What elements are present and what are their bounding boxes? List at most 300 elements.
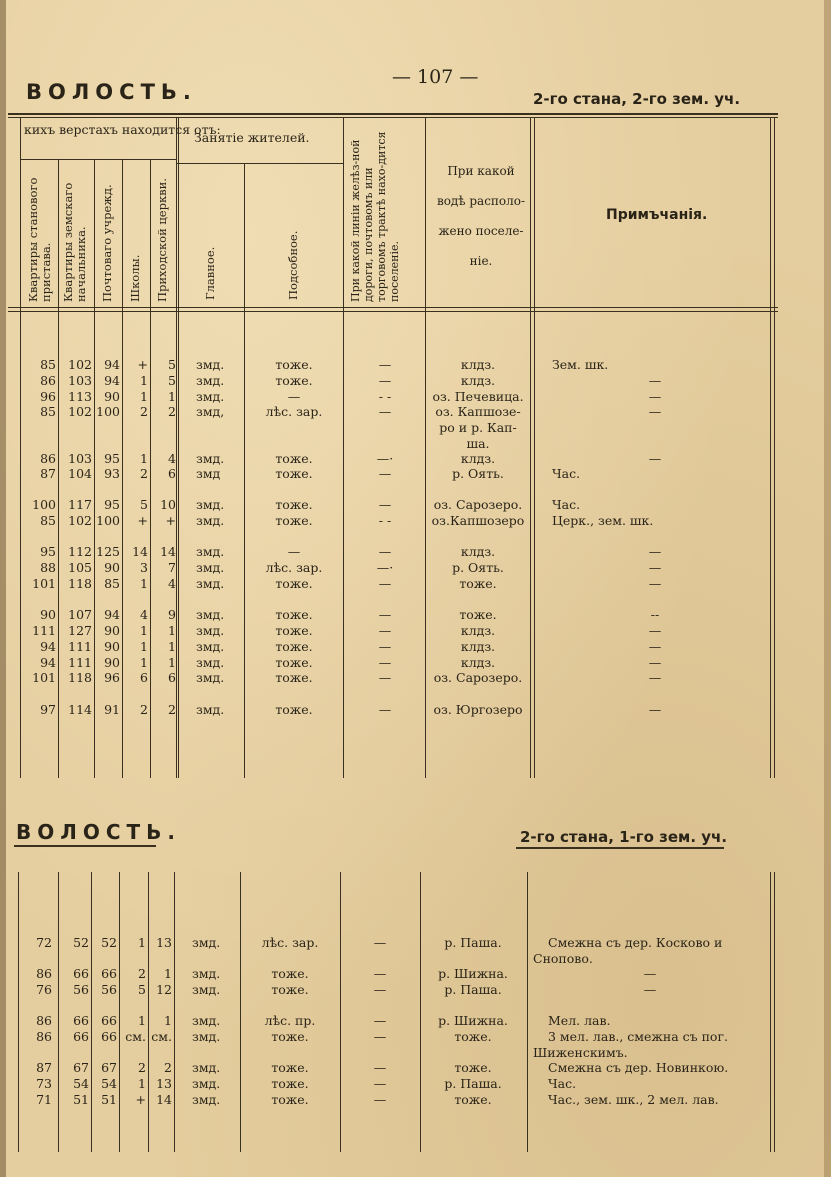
cell-church: 2 [164,1060,172,1075]
cell-aux-occupation: тоже. [271,982,309,997]
cell-aux-occupation: тоже. [275,497,313,512]
cell-water: оз. Капшозе- [435,404,521,419]
header-distances: кихъ верстахъ находится отъ: [24,122,221,137]
cell-church: 2 [168,702,176,717]
cell-aux-occupation: тоже. [271,1060,309,1075]
occupation-subrule [177,163,343,164]
cell-aux-occupation: тоже. [275,639,313,654]
cell-stanovoy: 86 [40,451,56,466]
cell-church: 2 [168,404,176,419]
cell-stanovoy: 94 [40,655,56,670]
cell-aux-occupation: тоже. [275,357,313,372]
cell-main-occupation: змд. [196,576,225,591]
cell-water: р. Оять. [452,466,504,481]
cell-railway: — [373,935,387,950]
cell-stanovoy: 86 [40,373,56,388]
cell-water: клдз. [460,373,496,388]
cell-zemsky: 111 [68,639,92,654]
cell-zemsky: 56 [73,982,89,997]
cell-zemsky: 66 [73,1013,89,1028]
cell-note: — [648,702,662,717]
col-rule [774,118,775,778]
cell-school: 2 [138,966,146,981]
cell-note: Час. [548,1076,577,1091]
cell-zemsky: 102 [68,513,92,528]
cell-main-occupation: змд, [196,404,225,419]
cell-note: — [643,966,657,981]
section2-district: 2-го стана, 1-го зем. уч. [520,828,728,846]
header-rule-bottom [8,307,778,308]
cell-main-occupation: змд. [196,451,225,466]
cell-post: 91 [104,702,120,717]
cell-water: оз. Юргозеро [433,702,523,717]
cell-school: 1 [140,373,148,388]
cell-railway: — [373,982,387,997]
cell-zemsky: 107 [68,607,92,622]
cell-railway: — [373,966,387,981]
distances-subrule [20,159,177,160]
cell-church: 6 [168,466,176,481]
cell-main-occupation: змд. [196,497,225,512]
cell-zemsky: 103 [68,451,92,466]
col-rule [176,118,177,778]
cell-church: см. [151,1029,172,1044]
cell-main-occupation: змд. [192,966,221,981]
header-water: При какой водѣ располо-жено поселе-ніе. [436,164,526,268]
col-rule [178,118,179,778]
cell-water: клдз. [460,623,496,638]
col-rule [770,872,771,1152]
cell-stanovoy: 95 [40,544,56,559]
cell-water: тоже. [459,576,497,591]
cell-stanovoy: 86 [36,1029,52,1044]
cell-church: 6 [168,670,176,685]
cell-water: р. Шижна. [438,1013,508,1028]
cell-zemsky: 54 [73,1076,89,1091]
cell-main-occupation: змд. [196,373,225,388]
cell-school: 1 [140,451,148,466]
cell-stanovoy: 100 [32,497,56,512]
cell-school: + [135,1092,146,1107]
cell-water: р. Паша. [444,1076,502,1091]
cell-note: — [643,982,657,997]
cell-church: 9 [168,607,176,622]
cell-stanovoy: 101 [32,670,56,685]
cell-aux-occupation: тоже. [275,702,313,717]
cell-main-occupation: змд. [192,1092,221,1107]
cell-school: 6 [140,670,148,685]
cell-water: клдз. [460,357,496,372]
cell-post: 66 [101,966,117,981]
header-rule-bottom-2 [8,311,778,312]
cell-main-occupation: змд. [192,1029,221,1044]
cell-water: оз. Печевица. [432,389,524,404]
cell-note: — [648,389,662,404]
cell-note: Мел. лав. [548,1013,611,1028]
cell-main-occupation: змд [196,466,221,481]
cell-stanovoy: 96 [40,389,56,404]
cell-church: 12 [156,982,172,997]
cell-note: -- [650,607,660,622]
cell-zemsky: 113 [68,389,92,404]
cell-zemsky: 52 [73,935,89,950]
cell-aux-occupation: лѣс. зар. [261,935,319,950]
cell-post: 90 [104,623,120,638]
cell-railway: — [373,1013,387,1028]
cell-post: 94 [104,373,120,388]
cell-school: 1 [140,389,148,404]
cell-church: 1 [168,389,176,404]
cell-main-occupation: змд. [196,357,225,372]
cell-school: 1 [138,1076,146,1091]
cell-post: 54 [101,1076,117,1091]
cell-zemsky: 117 [68,497,92,512]
cell-aux-occupation: тоже. [275,655,313,670]
cell-note: — [648,639,662,654]
cell-aux-occupation: — [287,544,301,559]
cell-stanovoy: 76 [36,982,52,997]
cell-railway: —· [376,451,394,466]
header-railway: При какой линіи желѣз-ной дороги, почтовомъ или торговомъ трактѣ нахо-дится поселеніе. [349,131,401,302]
cell-school: 2 [138,1060,146,1075]
cell-water: клдз. [460,639,496,654]
cell-zemsky: 105 [68,560,92,575]
cell-railway: — [373,1092,387,1107]
cell-aux-occupation: тоже. [275,513,313,528]
cell-zemsky: 111 [68,655,92,670]
header-col-post: Почтоваго учрежд. [100,184,114,302]
col-rule [425,118,426,778]
cell-school: см. [125,1029,146,1044]
cell-post: 100 [96,513,120,528]
cell-school: 4 [140,607,148,622]
cell-church: 14 [156,1092,172,1107]
cell-railway: — [378,497,392,512]
cell-railway: — [378,702,392,717]
cell-post: 90 [104,560,120,575]
cell-note: — [648,655,662,670]
cell-main-occupation: змд. [196,639,225,654]
cell-aux-occupation: тоже. [275,466,313,481]
cell-church: 13 [156,935,172,950]
cell-main-occupation: змд. [192,1076,221,1091]
cell-note: — [648,576,662,591]
cell-water-cont: ро и р. Кап- [439,420,517,435]
cell-post: 67 [101,1060,117,1075]
cell-aux-occupation: лѣс. пр. [264,1013,316,1028]
cell-stanovoy: 90 [40,607,56,622]
cell-railway: — [378,607,392,622]
col-rule [18,872,19,1152]
cell-stanovoy: 73 [36,1076,52,1091]
cell-stanovoy: 87 [40,466,56,481]
col-rule [148,872,149,1152]
cell-note: Час., зем. шк., 2 мел. лав. [548,1092,719,1107]
cell-school: 1 [140,576,148,591]
cell-aux-occupation: тоже. [275,670,313,685]
col-rule [58,872,59,1152]
cell-church: 14 [160,544,176,559]
cell-school: + [137,513,148,528]
cell-stanovoy: 85 [40,513,56,528]
cell-note: — [648,451,662,466]
cell-water: оз. Сарозеро. [433,670,523,685]
cell-water: оз. Сарозеро. [433,497,523,512]
cell-aux-occupation: лѣс. зар. [265,404,323,419]
cell-railway: — [378,466,392,481]
cell-post: 85 [104,576,120,591]
cell-school: 14 [132,544,148,559]
cell-post: 125 [96,544,120,559]
cell-railway: - - [378,513,392,528]
cell-school: + [137,357,148,372]
cell-note: — [648,373,662,388]
cell-note: Смежна съ дер. Косково и [548,935,723,950]
cell-church: 1 [168,623,176,638]
cell-aux-occupation: тоже. [271,966,309,981]
cell-note: 3 мел. лав., смежна съ пог. [548,1029,728,1044]
col-rule [122,160,123,778]
cell-school: 1 [138,935,146,950]
cell-note: Зем. шк. [552,357,609,372]
cell-school: 3 [140,560,148,575]
cell-aux-occupation: тоже. [275,373,313,388]
cell-stanovoy: 97 [40,702,56,717]
cell-water: р. Паша. [444,982,502,997]
cell-railway: — [373,1060,387,1075]
cell-railway: — [378,670,392,685]
cell-main-occupation: змд. [196,670,225,685]
cell-post: 66 [101,1029,117,1044]
cell-water: тоже. [459,607,497,622]
cell-aux-occupation: — [287,389,301,404]
cell-aux-occupation: лѣс. зар. [265,560,323,575]
header-occupation: Занятіе жителей. [194,130,310,145]
page-number: — 107 — [392,66,479,88]
header-col-aux: Подсобное. [286,230,300,300]
cell-note: — [648,623,662,638]
cell-zemsky: 118 [68,670,92,685]
cell-stanovoy: 85 [40,357,56,372]
header-rule-top [8,113,778,115]
cell-zemsky: 114 [68,702,92,717]
cell-post: 95 [104,451,120,466]
cell-main-occupation: змд. [192,982,221,997]
cell-church: 1 [168,655,176,670]
col-rule [58,160,59,778]
cell-main-occupation: змд. [196,544,225,559]
cell-church: 1 [164,1013,172,1028]
cell-railway: — [378,639,392,654]
cell-note-cont: Шиженскимъ. [533,1045,628,1060]
cell-aux-occupation: тоже. [271,1092,309,1107]
cell-post: 66 [101,1013,117,1028]
cell-zemsky: 127 [68,623,92,638]
cell-railway: — [378,357,392,372]
cell-main-occupation: змд. [192,935,221,950]
cell-post: 100 [96,404,120,419]
cell-water: р. Паша. [444,935,502,950]
cell-post: 52 [101,935,117,950]
cell-water: тоже. [454,1060,492,1075]
cell-church: 4 [168,576,176,591]
left-page-edge [0,0,6,1177]
section1-title: ВОЛОСТЬ. [26,80,197,104]
cell-aux-occupation: тоже. [275,623,313,638]
col-rule [420,872,421,1152]
cell-railway: — [378,404,392,419]
cell-school: 1 [140,623,148,638]
cell-post: 93 [104,466,120,481]
cell-post: 90 [104,389,120,404]
cell-church: 4 [168,451,176,466]
cell-church: 10 [160,497,176,512]
cell-zemsky: 102 [68,357,92,372]
cell-railway: — [378,655,392,670]
cell-main-occupation: змд. [192,1013,221,1028]
cell-note: — [648,404,662,419]
cell-note: — [648,544,662,559]
cell-railway: - - [378,389,392,404]
header-col-church: Приходской церкви. [155,178,169,302]
cell-post: 56 [101,982,117,997]
cell-aux-occupation: тоже. [271,1076,309,1091]
header-notes: Примъчанія. [606,207,708,223]
cell-railway: — [378,373,392,388]
cell-school: 2 [140,466,148,481]
cell-post: 51 [101,1092,117,1107]
cell-water: р. Шижна. [438,966,508,981]
cell-water: оз.Капшозеро [431,513,525,528]
cell-post: 94 [104,357,120,372]
header-col-school: Школы. [128,254,142,302]
cell-zemsky: 102 [68,404,92,419]
right-page-edge [824,0,831,1177]
cell-stanovoy: 88 [40,560,56,575]
cell-stanovoy: 86 [36,1013,52,1028]
cell-post: 96 [104,670,120,685]
header-col-zemsky: Квартиры земскаго начальника. [61,182,88,302]
cell-main-occupation: змд. [196,655,225,670]
header-col-stanovoy: Квартиры станового пристава. [26,177,53,302]
cell-note: — [648,560,662,575]
cell-zemsky: 118 [68,576,92,591]
col-rule [530,118,531,778]
cell-stanovoy: 85 [40,404,56,419]
col-rule [527,872,528,1152]
col-rule [244,164,245,778]
col-rule [119,872,120,1152]
cell-school: 2 [140,404,148,419]
cell-aux-occupation: тоже. [275,607,313,622]
cell-note: — [648,670,662,685]
cell-railway: — [373,1029,387,1044]
cell-main-occupation: змд. [196,513,225,528]
cell-school: 5 [140,497,148,512]
cell-railway: —· [376,560,394,575]
col-rule [534,118,535,778]
cell-main-occupation: змд. [196,607,225,622]
cell-water: клдз. [460,544,496,559]
cell-zemsky: 67 [73,1060,89,1075]
cell-post: 90 [104,655,120,670]
cell-railway: — [378,623,392,638]
col-rule [343,118,344,778]
cell-water: клдз. [460,655,496,670]
section2-district-underline [516,847,724,849]
cell-church: 5 [168,373,176,388]
col-rule [770,118,771,778]
cell-aux-occupation: тоже. [275,451,313,466]
cell-zemsky: 51 [73,1092,89,1107]
cell-zemsky: 112 [68,544,92,559]
col-rule [150,160,151,778]
cell-stanovoy: 86 [36,966,52,981]
cell-stanovoy: 101 [32,576,56,591]
cell-main-occupation: змд. [196,560,225,575]
cell-stanovoy: 72 [36,935,52,950]
section2-title: ВОЛОСТЬ. [16,820,182,844]
cell-post: 94 [104,607,120,622]
header-rule-top-2 [8,117,778,118]
cell-main-occupation: змд. [196,389,225,404]
cell-water: тоже. [454,1029,492,1044]
cell-church: 1 [164,966,172,981]
cell-main-occupation: змд. [192,1060,221,1075]
cell-main-occupation: змд. [196,702,225,717]
cell-school: 1 [140,655,148,670]
cell-school: 2 [140,702,148,717]
col-rule [774,872,775,1152]
cell-stanovoy: 87 [36,1060,52,1075]
cell-note: Церк., зем. шк. [552,513,654,528]
cell-zemsky: 66 [73,966,89,981]
cell-zemsky: 66 [73,1029,89,1044]
cell-water: тоже. [454,1092,492,1107]
cell-water: клдз. [460,451,496,466]
cell-main-occupation: змд. [196,623,225,638]
cell-stanovoy: 111 [32,623,56,638]
cell-railway: — [378,544,392,559]
col-rule [20,118,21,778]
cell-water-cont: ша. [466,436,490,451]
cell-post: 90 [104,639,120,654]
cell-note: Час. [552,466,581,481]
cell-aux-occupation: тоже. [271,1029,309,1044]
cell-zemsky: 103 [68,373,92,388]
cell-stanovoy: 71 [36,1092,52,1107]
cell-church: 5 [168,357,176,372]
cell-church: 1 [168,639,176,654]
section1-district: 2-го стана, 2-го зем. уч. [533,90,741,108]
col-rule [240,872,241,1152]
col-rule [91,872,92,1152]
cell-school: 1 [140,639,148,654]
header-col-main: Главное. [203,246,217,300]
cell-church: 7 [168,560,176,575]
cell-stanovoy: 94 [40,639,56,654]
cell-note-cont: Снопово. [533,951,593,966]
cell-aux-occupation: тоже. [275,576,313,591]
col-rule [340,872,341,1152]
cell-church: + [165,513,176,528]
cell-water: р. Оять. [452,560,504,575]
cell-post: 95 [104,497,120,512]
col-rule [174,872,175,1152]
section2-title-underline [14,845,156,847]
cell-railway: — [373,1076,387,1091]
cell-note: Час. [552,497,581,512]
